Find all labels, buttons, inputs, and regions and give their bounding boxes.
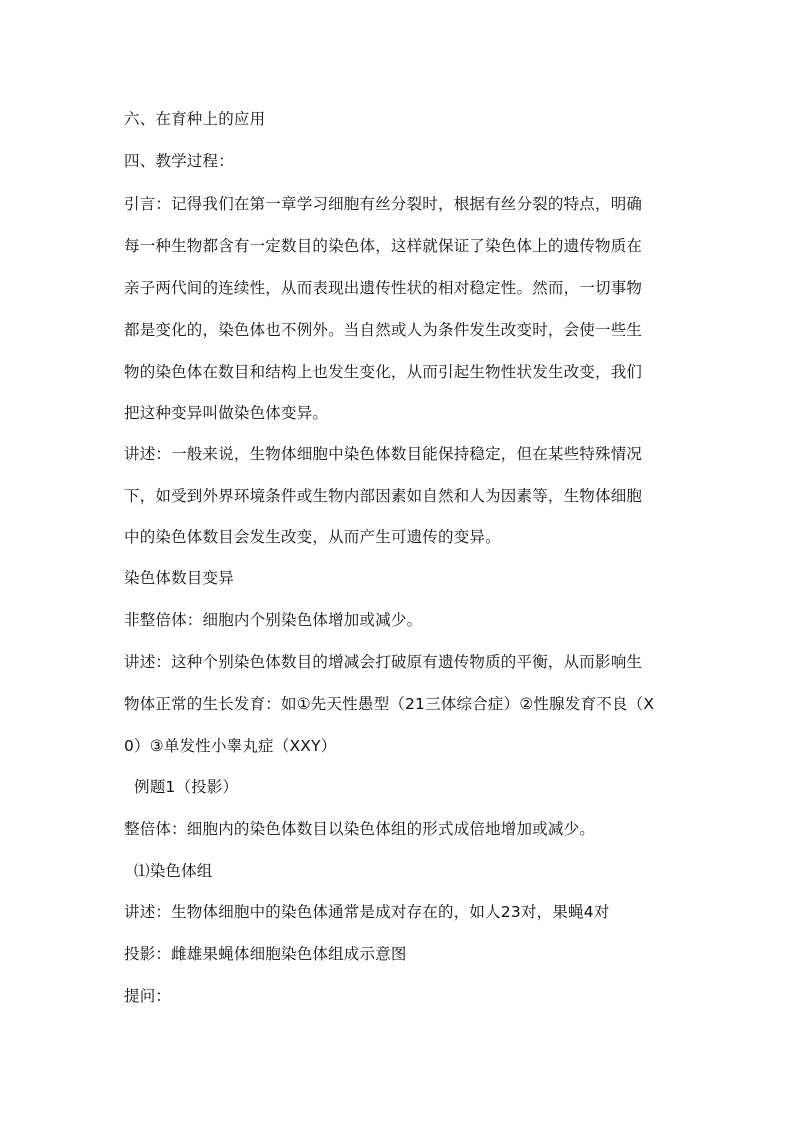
paragraph-line: 每一种生物都含有一定数目的染色体，这样就保证了染色体上的遗传物质在 <box>124 237 643 255</box>
paragraph-line: 把这种变异叫做染色体变异。 <box>124 404 329 422</box>
section-heading-teaching-process: 四、教学过程： <box>124 152 234 170</box>
paragraph-line: 都是变化的，染色体也不例外。当自然或人为条件发生改变时，会使一些生 <box>124 321 643 339</box>
paragraph-line: 讲述：生物体细胞中的染色体通常是成对存在的，如人23对，果蝇4对 <box>124 903 610 921</box>
paragraph-line: 非整倍体：细胞内个别染色体增加或减少。 <box>124 611 423 629</box>
paragraph-line: 讲述：一般来说，生物体细胞中染色体数目能保持稳定，但在某些特殊情况 <box>124 445 643 463</box>
paragraph-line: 下，如受到外界环境条件或生物内部因素如自然和人为因素等，生物体细胞 <box>124 487 643 505</box>
paragraph-line: 整倍体：细胞内的染色体数目以染色体组的形式成倍地增加或减少。 <box>124 820 596 838</box>
paragraph-line: 投影：雌雄果蝇体细胞染色体组成示意图 <box>124 945 407 963</box>
subheading-chromosome-number-variation: 染色体数目变异 <box>124 569 234 587</box>
section-heading-breeding-application: 六、在育种上的应用 <box>124 110 266 128</box>
paragraph-line: 引言：记得我们在第一章学习细胞有丝分裂时，根据有丝分裂的特点，明确 <box>124 195 643 213</box>
example-label: 例题1（投影） <box>134 778 239 796</box>
paragraph-line: 讲述：这种个别染色体数目的增减会打破原有遗传物质的平衡，从而影响生 <box>124 653 643 671</box>
paragraph-line: 0）③单发性小睾丸症（XXY） <box>124 737 337 755</box>
question-label: 提问： <box>124 987 172 1005</box>
paragraph-line: 亲子两代间的连续性，从而表现出遗传性状的相对稳定性。然而，一切事物 <box>124 279 643 297</box>
paragraph-line: 物的染色体在数目和结构上也发生变化，从而引起生物性状发生改变，我们 <box>124 363 643 381</box>
paragraph-line: 中的染色体数目会发生改变，从而产生可遗传的变异。 <box>124 528 501 546</box>
paragraph-line: 物体正常的生长发育：如①先天性愚型（21三体综合症）②性腺发育不良（X <box>124 695 655 713</box>
subheading-chromosome-set: ⑴染色体组 <box>134 862 213 880</box>
